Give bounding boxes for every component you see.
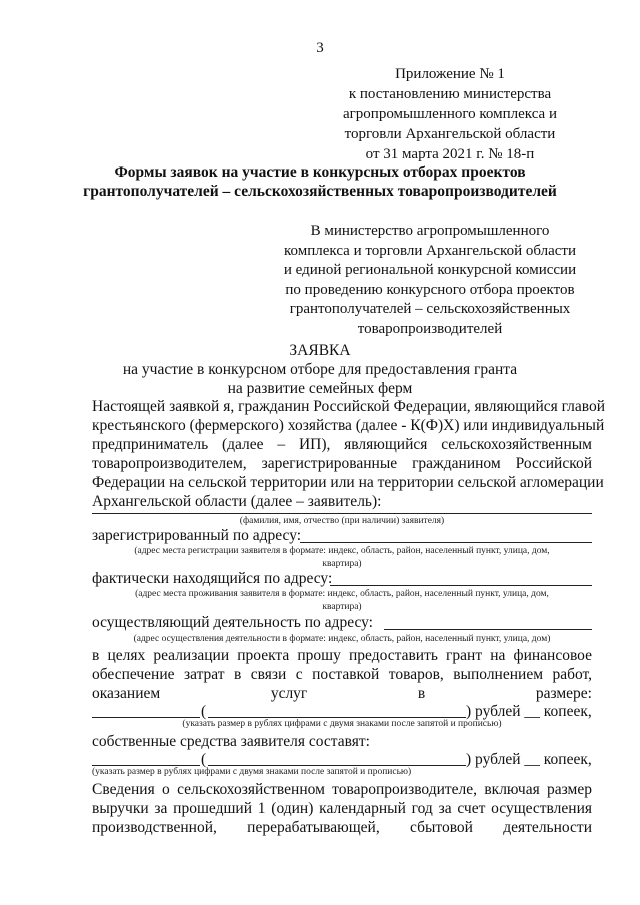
addressee-line: комплекса и торговли Архангельской области bbox=[284, 242, 576, 259]
revenue-line: производственной, перерабатывающей, сбытовой деятельности bbox=[92, 819, 592, 836]
actual-address-line[interactable] bbox=[330, 585, 592, 586]
addressee-line: и единой региональной конкурсной комиссии bbox=[283, 262, 577, 279]
grant-word: оказанием bbox=[92, 685, 161, 702]
grant-word: в bbox=[417, 685, 426, 702]
revenue-line: Сведения о сельскохозяйственном товаропроизводителе, включая размер bbox=[92, 781, 592, 798]
own-funds-digits-line[interactable] bbox=[92, 765, 200, 766]
registered-address-hint: квартира) bbox=[322, 559, 362, 569]
grant-amount-words-line[interactable] bbox=[208, 717, 466, 718]
grant-line: в целях реализации проекта прошу предоставить грант на финансовое bbox=[92, 647, 592, 664]
appendix-line: торговли Архангельской области bbox=[344, 126, 556, 142]
actual-address-label: фактически находящийся по адресу: bbox=[92, 570, 333, 587]
addressee-line: грантополучателей – сельскохозяйственных bbox=[289, 301, 571, 318]
intro-line: Федерации на сельской территории или на территории сельской агломерации bbox=[92, 474, 604, 491]
page-number: 3 bbox=[316, 40, 324, 56]
grant-line-3 bbox=[92, 685, 592, 703]
grant-amount-open: ( bbox=[201, 703, 207, 720]
addressee-line: В министерство агропромышленного bbox=[310, 223, 550, 239]
addressee-block bbox=[270, 222, 590, 340]
own-funds-open: ( bbox=[201, 751, 207, 768]
activity-address-hint: (адрес осуществления деятельности в формате: индекс, область, район, населенный пункт, улица, дом) bbox=[133, 634, 551, 644]
grant-word: размере: bbox=[535, 685, 592, 702]
intro-line: товаропроизводителем, зарегистрированные гражданином Российской bbox=[92, 455, 592, 472]
application-subheading-1: на участие в конкурсном отборе для предоставления гранта bbox=[122, 361, 518, 378]
own-funds-close: ) рублей __ копеек, bbox=[466, 751, 592, 768]
grant-word: услуг bbox=[270, 685, 308, 702]
addressee-line: по проведению конкурсного отбора проектов bbox=[285, 281, 575, 298]
grant-line: обеспечение затрат в связи с поставкой товаров, выполнением работ, bbox=[92, 666, 592, 683]
own-funds-hint: (указать размер в рублях цифрами с двумя знаками после запятой и прописью) bbox=[92, 767, 412, 777]
grant-amount-hint: (указать размер в рублях цифрами с двумя знаками после запятой и прописью) bbox=[182, 719, 502, 729]
actual-address-hint: (адрес места проживания заявителя в формате: индекс, область, район, населенный пункт, улица, дом, bbox=[135, 589, 549, 599]
name-field-hint: (фамилия, имя, отчество (при наличии) заявителя) bbox=[239, 516, 445, 526]
revenue-line: выручки за прошедший 1 (один) календарный год за счет осуществления bbox=[92, 800, 592, 817]
registered-address-line[interactable] bbox=[300, 542, 592, 543]
application-subheading-2: на развитие семейных ферм bbox=[227, 380, 413, 397]
document-title-line-2: грантополучателей – сельскохозяйственных товаропроизводителей bbox=[83, 183, 557, 200]
own-funds-words-line[interactable] bbox=[208, 765, 466, 766]
appendix-line: Приложение № 1 bbox=[395, 66, 505, 82]
intro-line: предприниматель (далее – ИП), являющийся сельскохозяйственным bbox=[92, 436, 592, 453]
own-funds-label: собственные средства заявителя составят: bbox=[92, 733, 370, 750]
registered-address-hint: (адрес места регистрации заявителя в формате: индекс, область, район, населенный пункт, улица, дом, bbox=[134, 546, 550, 556]
name-field-line[interactable] bbox=[92, 513, 592, 514]
intro-line: Настоящей заявкой я, гражданин Российской Федерации, являющийся главой bbox=[92, 398, 606, 415]
activity-address-line[interactable] bbox=[384, 629, 592, 630]
addressee-line: товаропроизводителей bbox=[357, 320, 503, 337]
application-heading: ЗАЯВКА bbox=[289, 342, 351, 359]
appendix-block bbox=[330, 64, 570, 164]
registered-address-label: зарегистрированный по адресу: bbox=[92, 527, 302, 544]
actual-address-hint: квартира) bbox=[322, 602, 362, 612]
intro-line: крестьянского (фермерского) хозяйства (далее - К(Ф)Х) или индивидуальный bbox=[92, 417, 605, 434]
grant-amount-digits-line[interactable] bbox=[92, 717, 200, 718]
appendix-line: от 31 марта 2021 г. № 18-п bbox=[365, 146, 535, 162]
appendix-line: агропромышленного комплекса и bbox=[343, 106, 557, 122]
appendix-line: к постановлению министерства bbox=[348, 86, 552, 102]
document-title-line-1: Формы заявок на участие в конкурсных отборах проектов bbox=[114, 164, 526, 181]
intro-line: Архангельской области (далее – заявитель): bbox=[92, 493, 382, 510]
activity-address-label: осуществляющий деятельность по адресу: bbox=[92, 614, 373, 631]
grant-amount-close: ) рублей __ копеек, bbox=[466, 703, 592, 720]
